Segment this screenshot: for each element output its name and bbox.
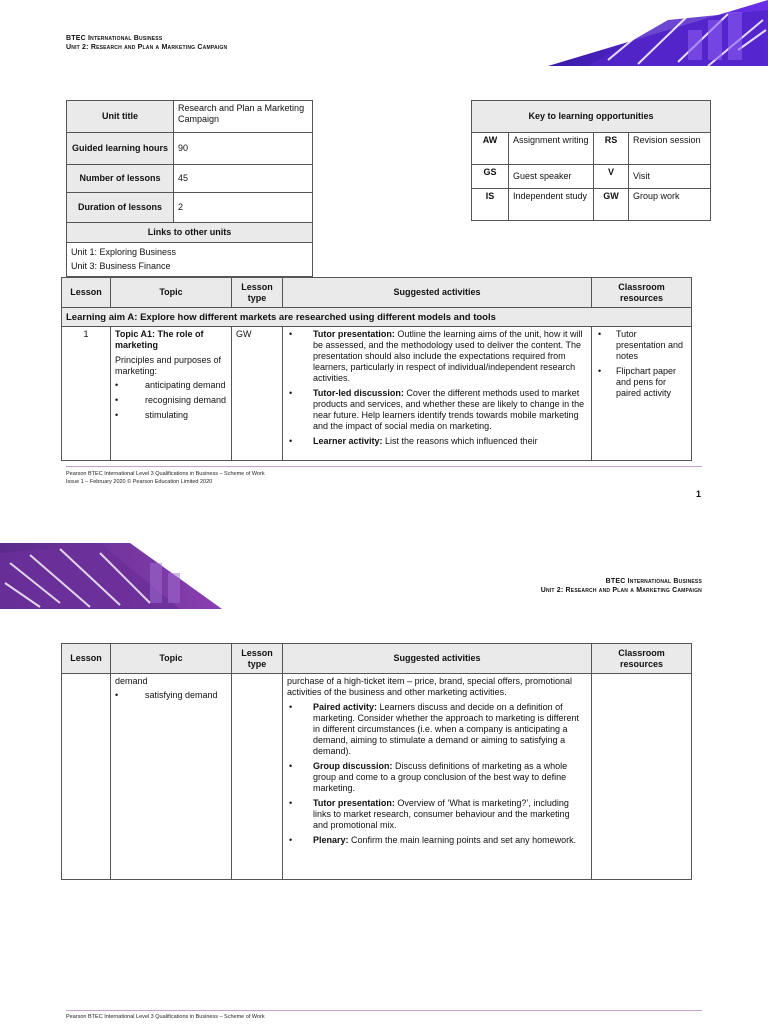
col-activities: Suggested activities xyxy=(283,278,592,308)
list-item: • satisfying demand xyxy=(115,690,218,700)
footer-rule xyxy=(66,1010,702,1011)
key-desc: Independent study xyxy=(509,189,594,221)
col-lesson: Lesson xyxy=(62,278,111,308)
links-label: Links to other units xyxy=(67,223,313,243)
list-item: • Tutor-led discussion: Cover the different methods used to market products and services, and whether these are likely to change in the near future. Help learners identify trends towards mobile marketing and the impact of social media on marketing. xyxy=(287,388,587,432)
footer-line-1: Pearson BTEC International Level 3 Qualifications in Business – Scheme of Work xyxy=(66,1014,265,1020)
lesson-number xyxy=(62,674,111,880)
page-header xyxy=(66,34,227,52)
footer-rule xyxy=(66,466,702,467)
header-graphic xyxy=(0,543,222,609)
guided-hours-label: Guided learning hours xyxy=(67,133,174,165)
footer-line-2: Issue 1 – February 2020 © Pearson Education Limited 2020 xyxy=(66,479,213,485)
col-topic: Topic xyxy=(111,278,232,308)
resources-cell xyxy=(592,674,692,880)
key-code: AW xyxy=(472,133,509,165)
header-line-1: BTEC International Business xyxy=(66,35,163,42)
col-resources: Classroom resources xyxy=(592,644,692,674)
lesson-type xyxy=(232,674,283,880)
key-table xyxy=(471,100,711,221)
list-item: • recognising demand xyxy=(115,395,227,405)
col-activities: Suggested activities xyxy=(283,644,592,674)
col-lesson-type: Lesson type xyxy=(232,644,283,674)
activities-cell xyxy=(283,327,592,461)
activities-cell xyxy=(283,674,592,880)
topic-title: Topic A1: The role of marketing xyxy=(115,329,204,350)
list-item: • Learner activity: List the reasons which influenced their xyxy=(287,436,587,447)
unit-title-label: Unit title xyxy=(67,101,174,133)
page-footer xyxy=(66,1013,265,1021)
link-unit-3: Unit 3: Business Finance xyxy=(71,261,171,271)
list-item: • anticipating demand xyxy=(115,380,226,390)
topic-cell xyxy=(111,674,232,880)
key-desc: Guest speaker xyxy=(509,165,594,189)
list-item: • Tutor presentation and notes xyxy=(596,329,687,362)
lesson-duration-label: Duration of lessons xyxy=(67,193,174,223)
list-item: • Group discussion: Discuss definitions of marketing as a whole group and come to a group conclusion of the best way to define marketing. xyxy=(287,761,587,794)
header-line-2: Unit 2: Research and Plan a Marketing Campaign xyxy=(540,587,702,594)
col-topic: Topic xyxy=(111,644,232,674)
col-resources: Classroom resources xyxy=(592,278,692,308)
lesson-duration-value: 2 xyxy=(174,193,313,223)
topic-cell xyxy=(111,327,232,461)
page-number: 1 xyxy=(696,489,702,499)
header-line-1: BTEC International Business xyxy=(605,578,702,585)
unit-info-table xyxy=(66,100,313,277)
lessons-count-value: 45 xyxy=(174,165,313,193)
key-desc: Assignment writing xyxy=(509,133,594,165)
list-item: • Paired activity: Learners discuss and decide on a definition of marketing. Consider whether the approach to marketing is different in different circumstances (i.e. when a company is anticipating a demand, aiming to stimulate a demand or aiming to satisfying a demand). xyxy=(287,702,587,757)
activities-continued: purchase of a high-ticket item – price, brand, special offers, promotional activities of the business and other marketing activities. xyxy=(287,676,572,697)
links-list xyxy=(67,243,313,277)
key-title: Key to learning opportunities xyxy=(472,101,711,133)
key-desc: Revision session xyxy=(629,133,711,165)
key-code: GS xyxy=(472,165,509,189)
header-graphic xyxy=(548,0,768,66)
lessons-count-label: Number of lessons xyxy=(67,165,174,193)
resources-cell xyxy=(592,327,692,461)
key-desc: Visit xyxy=(629,165,711,189)
list-item: • Plenary: Confirm the main learning points and set any homework. xyxy=(287,835,587,846)
key-code: GW xyxy=(594,189,629,221)
lesson-type: GW xyxy=(232,327,283,461)
key-code: RS xyxy=(594,133,629,165)
lesson-table-page-1 xyxy=(61,277,692,461)
page-footer xyxy=(66,470,265,486)
lesson-table-page-2 xyxy=(61,643,692,880)
footer-line-1: Pearson BTEC International Level 3 Qualifications in Business – Scheme of Work xyxy=(66,471,265,477)
lesson-number: 1 xyxy=(62,327,111,461)
key-desc: Group work xyxy=(629,189,711,221)
link-unit-1: Unit 1: Exploring Business xyxy=(71,247,177,257)
key-code: IS xyxy=(472,189,509,221)
list-item: • Flipchart paper and pens for paired activity xyxy=(596,366,687,399)
key-code: V xyxy=(594,165,629,189)
learning-aim: Learning aim A: Explore how different markets are researched using different models and tools xyxy=(62,308,692,327)
unit-title-value: Research and Plan a Marketing Campaign xyxy=(174,101,313,133)
col-lesson: Lesson xyxy=(62,644,111,674)
list-item: • Tutor presentation: Overview of ‘What is marketing?’, including links to market research, consumer behaviour and the marketing and promotional mix. xyxy=(287,798,587,831)
guided-hours-value: 90 xyxy=(174,133,313,165)
list-item: • Tutor presentation: Outline the learning aims of the unit, how it will be assessed, and the methodology used to deliver the content. The presentation should also include the expectations required from learners, particularly in respect of individual/independent research activities. xyxy=(287,329,587,384)
page-header xyxy=(541,577,702,595)
header-line-2: Unit 2: Research and Plan a Marketing Campaign xyxy=(66,44,228,51)
list-item: • stimulating xyxy=(115,410,189,420)
col-lesson-type: Lesson type xyxy=(232,278,283,308)
topic-continued: demand xyxy=(115,676,148,686)
topic-subtitle: Principles and purposes of marketing: xyxy=(115,355,222,376)
